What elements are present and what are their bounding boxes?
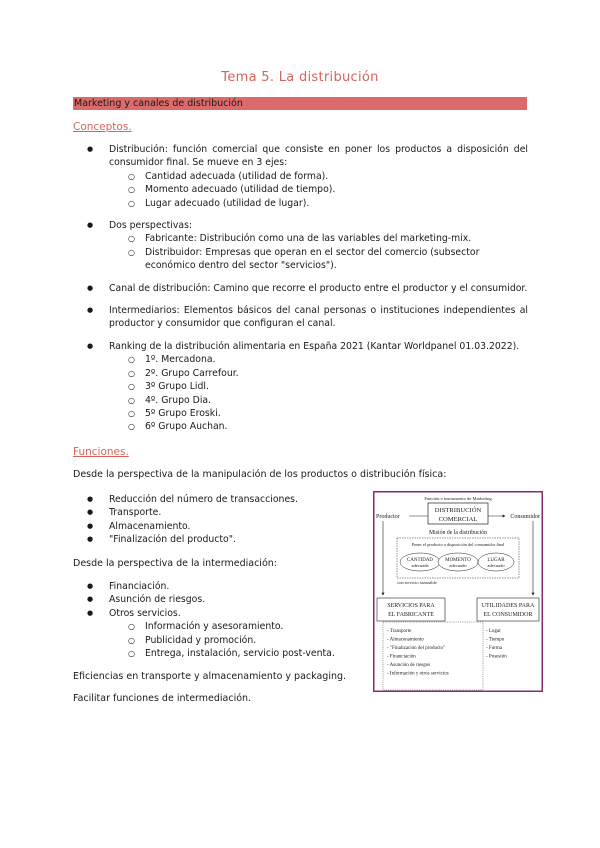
list-item: ● "Finalización del producto". (73, 533, 363, 546)
list-item: ○ Entrega, instalación, servicio post-venta. (73, 647, 363, 660)
mision-text: Misión de la distribución (428, 530, 488, 536)
list-item: ○ 6º Grupo Auchan. (73, 420, 528, 433)
serv-item: - Transporte (387, 629, 412, 634)
consumidor-label: Consumidor (510, 514, 540, 520)
list-item: ● Asunción de riesgos. (73, 593, 363, 606)
list-item: ● Distribución: función comercial que consiste en poner los productos a disposición del consumidor final. Se mueve en 3 ejes: (73, 143, 528, 170)
page-title: Tema 5. La distribución (221, 70, 379, 85)
list-item: ○ 4º. Grupo Dia. (73, 394, 528, 407)
funciones-heading: Funciones. (73, 446, 129, 458)
eficiencias-text: Eficiencias en transporte y almacenamiento y packaging. (73, 671, 347, 682)
list-item: ○ 2º. Grupo Carrefour. (73, 367, 528, 380)
poner-text: Poner el producto a disposición del consumidor final (411, 542, 505, 547)
list-item: ● Reducción del número de transacciones. (73, 493, 363, 506)
intermediacion-list (73, 580, 363, 660)
serv-item: - Asunción de riesgos (387, 663, 431, 668)
adecuado-label: adecuado (487, 563, 505, 568)
intermediacion-intro: Desde la perspectiva de la intermediación: (73, 558, 277, 569)
utilidades-line2: EL CONSUMIDOR (483, 612, 533, 618)
list-item: ● Almacenamiento. (73, 520, 363, 533)
section-header: Marketing y canales de distribución (73, 97, 527, 110)
diagram-top-note: Función o instrumento de Marketing (424, 496, 492, 501)
concepts-list (73, 143, 528, 434)
dist-line2: COMERCIAL (438, 516, 478, 523)
util-item: - Forma (486, 646, 502, 651)
list-item: ○ Publicidad y promoción. (73, 634, 363, 647)
facilitar-text: Facilitar funciones de intermediación. (73, 693, 252, 704)
con-servicio-text: con servicio razonable (397, 580, 437, 585)
momento-label: MOMENTO (445, 558, 471, 563)
serv-item: - Información y otros servicios (387, 671, 449, 677)
servicios-line1: SERVICIOS PARA (387, 603, 435, 609)
list-item: ○ Momento adecuado (utilidad de tiempo). (73, 183, 528, 196)
list-item: ○ Lugar adecuado (utilidad de lugar). (73, 197, 528, 210)
lugar-label: LUGAR (487, 558, 505, 563)
utilidades-line1: UTILIDADES PARA (481, 603, 535, 609)
productor-label: Productor (376, 514, 400, 520)
fisica-list (73, 493, 363, 547)
list-item: ○ 1º. Mercadona. (73, 353, 528, 366)
list-item: ● Intermediarios: Elementos básicos del canal personas o instituciones independientes al productor y consumidor que configuran el canal. (73, 304, 528, 331)
util-item: - Lugar (486, 629, 501, 634)
list-item: ● Transporte. (73, 506, 363, 519)
adecuado-label: adecuado (449, 563, 467, 568)
list-item: ○ Fabricante: Distribución como una de las variables del marketing-mix. (73, 232, 528, 245)
list-item: ● Dos perspectivas: (73, 219, 528, 232)
serv-item: - "Finalización del producto" (387, 646, 446, 651)
list-item: ○ Cantidad adecuada (utilidad de forma). (73, 170, 528, 183)
list-item: ● Ranking de la distribución alimentaria en España 2021 (Kantar Worldpanel 01.03.2022). (73, 340, 528, 353)
dist-line1: DISTRIBUCIÓN (434, 507, 482, 514)
fisica-intro: Desde la perspectiva de la manipulación de los productos o distribución física: (73, 469, 447, 480)
cantidad-label: CANTIDAD (406, 558, 434, 563)
conceptos-heading: Conceptos. (73, 121, 132, 133)
util-item: - Posesión (486, 654, 507, 660)
serv-item: - Financiación (387, 654, 416, 660)
adecuada-label: adecuada (411, 563, 429, 568)
list-item: ● Canal de distribución: Camino que recorre el producto entre el productor y el consumidor. (73, 282, 528, 295)
serv-item: - Almacenamiento (387, 637, 424, 643)
list-item: ● Otros servicios. (73, 607, 363, 620)
util-item: - Tiempo (486, 637, 505, 643)
list-item: ● Financiación. (73, 580, 363, 593)
distribution-diagram (373, 491, 543, 692)
list-item: ○ 5º Grupo Eroski. (73, 407, 528, 420)
list-item: ○ Información y asesoramiento. (73, 620, 363, 633)
list-item: ○ 3º Grupo Lidl. (73, 380, 528, 393)
servicios-line2: EL FABRICANTE (388, 612, 434, 618)
list-item: ○ Distribuidor: Empresas que operan en el sector del comercio (subsector económico dentro del sector "servicios"). (73, 246, 528, 273)
